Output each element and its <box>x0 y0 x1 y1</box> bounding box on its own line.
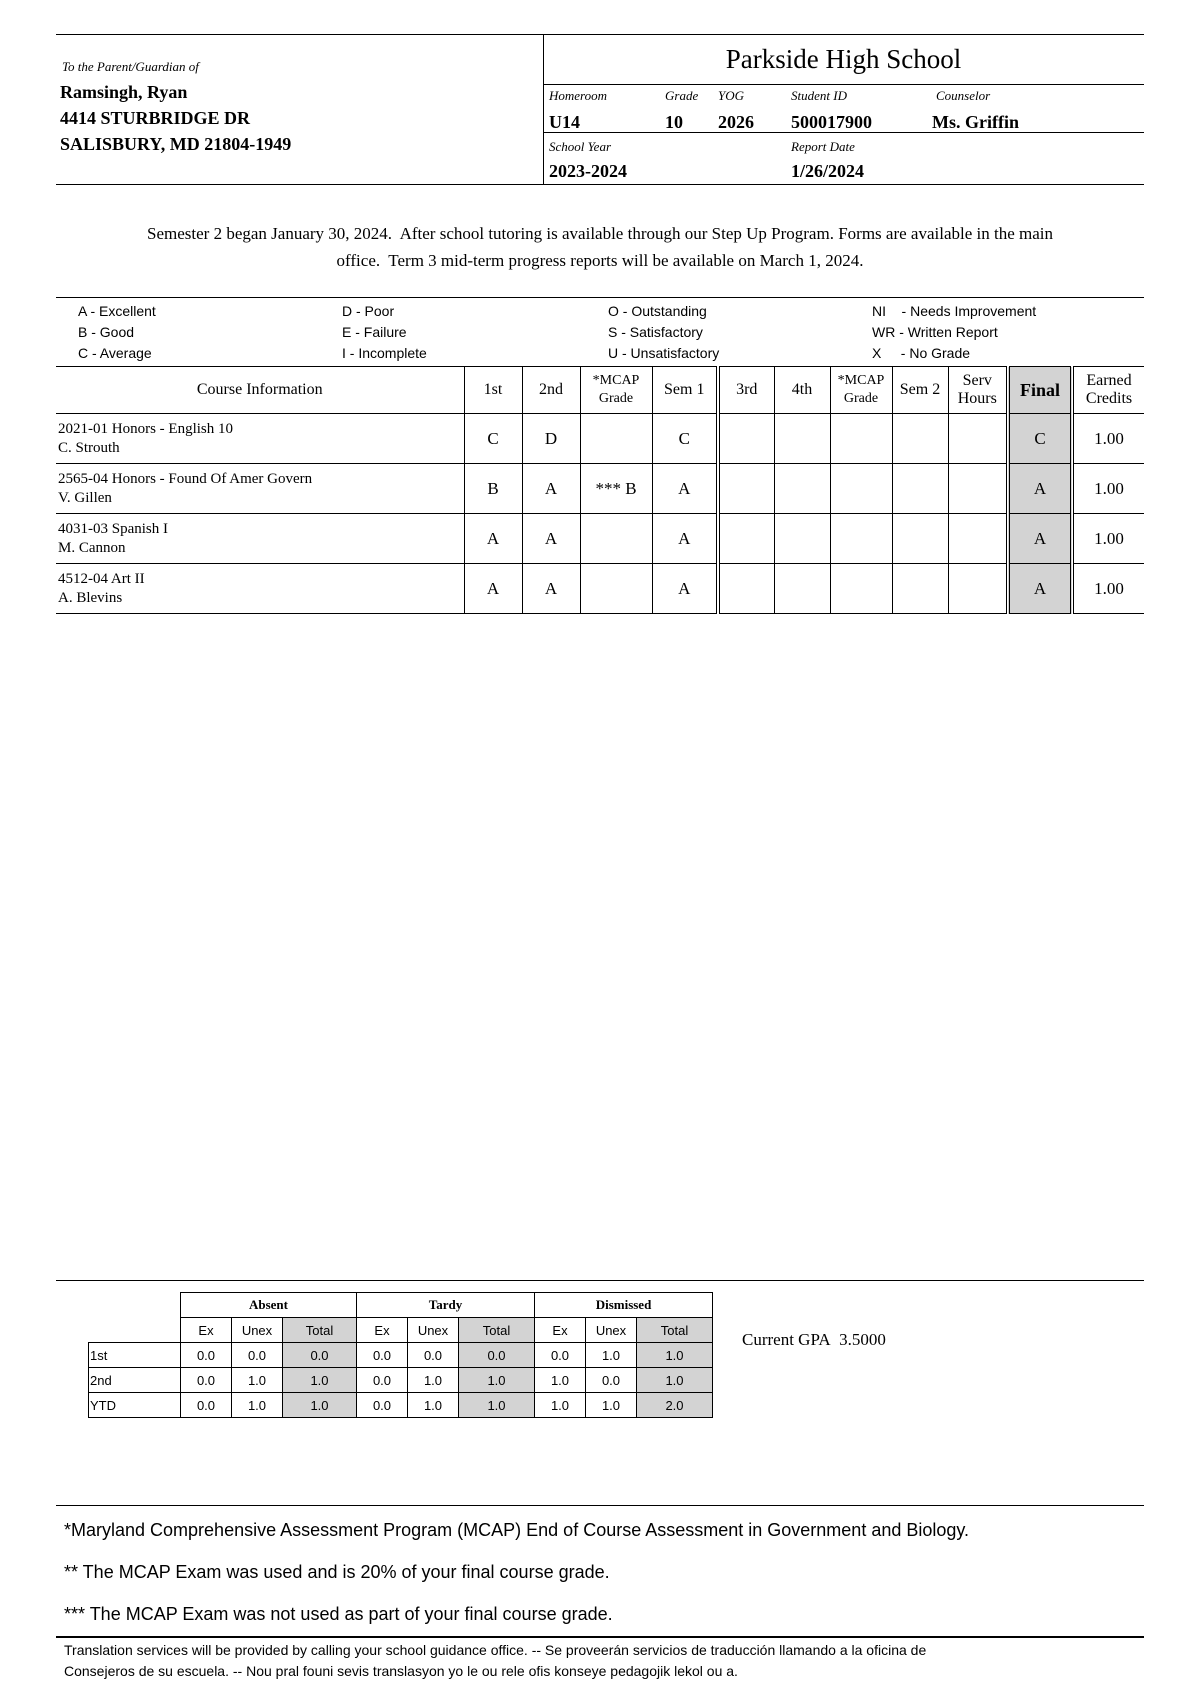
attendance-value: 1.0 <box>586 1393 637 1418</box>
mcap1-grade <box>580 514 652 564</box>
q1-header: 1st <box>464 367 522 414</box>
footnote-not-used: *** The MCAP Exam was not used as part of your final course grade. <box>64 1604 613 1624</box>
teacher-name: M. Cannon <box>58 539 126 556</box>
tardy-group-header: Tardy <box>357 1293 535 1318</box>
attendance-group-row <box>89 1293 713 1318</box>
legend-item: I - Incomplete <box>342 345 427 361</box>
attendance-value: 1.0 <box>408 1393 459 1418</box>
legend-item: D - Poor <box>342 303 395 319</box>
table-row <box>56 564 1144 614</box>
translation-notice <box>64 1640 926 1682</box>
attendance-value: 1.0 <box>232 1393 283 1418</box>
total-header: Total <box>637 1318 713 1343</box>
footnotes-top-rule <box>56 1505 1144 1506</box>
school-name: Parkside High School <box>725 44 962 74</box>
attendance-value: 0.0 <box>408 1343 459 1368</box>
final-grade: A <box>1008 464 1072 514</box>
mcap2-header-line2: Grade <box>843 391 879 406</box>
serv-header-line2: Hours <box>957 390 997 407</box>
student-name: Ramsingh, Ryan <box>60 82 188 102</box>
address-line2: SALISBURY, MD 21804-1949 <box>60 134 292 154</box>
q4-grade <box>774 514 830 564</box>
q3-grade <box>718 514 774 564</box>
report-date-value: 1/26/2024 <box>791 161 865 181</box>
mcap2-header-line1: *MCAP <box>837 373 885 388</box>
yog-label: YOG <box>718 88 745 103</box>
course-name: 2021-01 Honors - English 10 <box>58 420 233 437</box>
legend-item: A - Excellent <box>78 303 156 319</box>
course-cell <box>56 514 464 564</box>
mcap2-header <box>830 367 892 414</box>
mcap1-grade <box>580 564 652 614</box>
attendance-value: 1.0 <box>637 1343 713 1368</box>
attendance-value: 0.0 <box>181 1393 232 1418</box>
final-grade: A <box>1008 564 1072 614</box>
translation-line2: Consejeros de su escuela. -- Nou pral founi sevis translasyon yo le ou rele ofis konseye pedagojik lekol ou a. <box>64 1663 738 1679</box>
mcap1-header-line1: *MCAP <box>592 373 640 388</box>
footnote-used: ** The MCAP Exam was used and is 20% of your final course grade. <box>64 1562 610 1582</box>
teacher-name: C. Strouth <box>58 439 120 456</box>
legend-top-rule <box>56 297 1144 298</box>
serv-hours <box>948 564 1008 614</box>
attendance-value: 0.0 <box>357 1343 408 1368</box>
q1-grade: A <box>464 514 522 564</box>
legend-item: B - Good <box>78 324 135 340</box>
grades-header-row <box>56 367 1144 414</box>
attendance-value: 0.0 <box>283 1343 357 1368</box>
serv-hours <box>948 414 1008 464</box>
attendance-value: 0.0 <box>232 1343 283 1368</box>
final-grade: A <box>1008 514 1072 564</box>
grade-value: 10 <box>665 112 683 132</box>
q4-header: 4th <box>774 367 830 414</box>
sem2-header: Sem 2 <box>892 367 948 414</box>
q4-grade <box>774 414 830 464</box>
final-grade: C <box>1008 414 1072 464</box>
homeroom-label: Homeroom <box>549 88 608 103</box>
current-gpa <box>742 1330 886 1350</box>
q3-grade <box>718 464 774 514</box>
legend-item: NI - Needs Improvement <box>872 303 1037 319</box>
translation-top-rule <box>56 1636 1144 1638</box>
q2-grade: A <box>522 464 580 514</box>
attendance-value: 1.0 <box>283 1368 357 1393</box>
attendance-row <box>89 1393 713 1418</box>
footnote-mcap: *Maryland Comprehensive Assessment Program (MCAP) End of Course Assessment in Government and Biology. <box>64 1520 970 1540</box>
earned-credits: 1.00 <box>1072 514 1144 564</box>
message-text <box>56 220 1144 274</box>
legend-item: WR - Written Report <box>872 324 998 340</box>
report-date-label: Report Date <box>791 139 855 154</box>
sem1-header: Sem 1 <box>652 367 718 414</box>
legend-item: E - Failure <box>342 324 407 340</box>
mcap2-grade <box>830 564 892 614</box>
sem1-grade: A <box>652 514 718 564</box>
absent-group-header: Absent <box>181 1293 357 1318</box>
translation-line1: Translation services will be provided by calling your school guidance office. -- Se proveerán servicios de traducción llamando a la oficina de <box>64 1642 927 1658</box>
header-school-rule <box>543 84 1144 85</box>
total-header: Total <box>459 1318 535 1343</box>
serv-hours <box>948 464 1008 514</box>
course-cell <box>56 414 464 464</box>
parent-guardian-label: To the Parent/Guardian of <box>62 59 199 74</box>
dismissed-group-header: Dismissed <box>535 1293 713 1318</box>
q4-grade <box>774 464 830 514</box>
q2-grade: A <box>522 564 580 614</box>
sem1-grade: A <box>652 564 718 614</box>
course-info-header: Course Information <box>56 367 464 414</box>
attendance-row-label: YTD <box>89 1393 181 1418</box>
unex-header: Unex <box>408 1318 459 1343</box>
grades-table <box>56 366 1144 614</box>
earned-credits: 1.00 <box>1072 414 1144 464</box>
table-row <box>56 414 1144 464</box>
q1-grade: B <box>464 464 522 514</box>
course-cell <box>56 564 464 614</box>
legend-item: O - Outstanding <box>608 303 707 319</box>
course-name: 2565-04 Honors - Found Of Amer Govern <box>58 470 313 487</box>
credits-header <box>1072 367 1144 414</box>
yog-value: 2026 <box>718 112 754 132</box>
ex-header: Ex <box>357 1318 408 1343</box>
credits-header-line2: Credits <box>1085 390 1133 407</box>
q4-grade <box>774 564 830 614</box>
attendance-top-rule <box>56 1280 1144 1281</box>
attendance-row-label: 2nd <box>89 1368 181 1393</box>
earned-credits: 1.00 <box>1072 464 1144 514</box>
mcap1-grade <box>580 414 652 464</box>
mcap2-grade <box>830 464 892 514</box>
mcap2-grade <box>830 514 892 564</box>
legend-item: S - Satisfactory <box>608 324 703 340</box>
attendance-value: 1.0 <box>637 1368 713 1393</box>
table-row <box>56 464 1144 514</box>
gpa-label: Current GPA <box>742 1330 831 1349</box>
serv-hours-header <box>948 367 1008 414</box>
sem1-grade: C <box>652 414 718 464</box>
q1-grade: A <box>464 564 522 614</box>
earned-credits: 1.00 <box>1072 564 1144 614</box>
serv-header-line1: Serv <box>962 372 992 389</box>
mcap2-grade <box>830 414 892 464</box>
q3-header: 3rd <box>718 367 774 414</box>
attendance-value: 1.0 <box>408 1368 459 1393</box>
sem2-grade <box>892 464 948 514</box>
attendance-value: 1.0 <box>459 1368 535 1393</box>
attendance-value: 0.0 <box>586 1368 637 1393</box>
attendance-row <box>89 1343 713 1368</box>
teacher-name: A. Blevins <box>58 589 123 606</box>
school-year-value: 2023-2024 <box>549 161 627 181</box>
attendance-value: 1.0 <box>535 1393 586 1418</box>
course-name: 4512-04 Art II <box>58 570 145 587</box>
attendance-value: 2.0 <box>637 1393 713 1418</box>
attendance-value: 0.0 <box>357 1393 408 1418</box>
homeroom-value: U14 <box>549 112 580 132</box>
ex-header: Ex <box>535 1318 586 1343</box>
student-id-value: 500017900 <box>791 112 872 132</box>
total-header: Total <box>283 1318 357 1343</box>
header-top-rule <box>56 34 1144 35</box>
q1-grade: C <box>464 414 522 464</box>
attendance-value: 0.0 <box>181 1343 232 1368</box>
attendance-value: 0.0 <box>181 1368 232 1393</box>
q3-grade <box>718 564 774 614</box>
ex-header: Ex <box>181 1318 232 1343</box>
counselor-label: Counselor <box>936 88 991 103</box>
sem1-grade: A <box>652 464 718 514</box>
attendance-subheader-row <box>89 1318 713 1343</box>
message-line1: Semester 2 began January 30, 2024. After school tutoring is available through our Step Up Program. Forms are available in the main <box>147 224 1053 243</box>
sem2-grade <box>892 414 948 464</box>
mcap1-header-line2: Grade <box>598 391 634 406</box>
address-line1: 4414 STURBRIDGE DR <box>60 108 251 128</box>
final-header: Final <box>1008 367 1072 414</box>
grade-label: Grade <box>665 88 699 103</box>
attendance-row-label: 1st <box>89 1343 181 1368</box>
q2-grade: A <box>522 514 580 564</box>
mcap1-grade: *** B <box>580 464 652 514</box>
attendance-row <box>89 1368 713 1393</box>
message-line2: office. Term 3 mid-term progress reports will be available on March 1, 2024. <box>336 251 864 270</box>
attendance-value: 1.0 <box>586 1343 637 1368</box>
sem2-grade <box>892 564 948 614</box>
legend-item: C - Average <box>78 345 152 361</box>
legend-item: U - Unsatisfactory <box>608 345 720 361</box>
attendance-value: 0.0 <box>535 1343 586 1368</box>
q2-grade: D <box>522 414 580 464</box>
credits-header-line1: Earned <box>1086 372 1132 389</box>
school-year-label: School Year <box>549 139 611 154</box>
attendance-value: 0.0 <box>357 1368 408 1393</box>
attendance-value: 1.0 <box>232 1368 283 1393</box>
sem2-grade <box>892 514 948 564</box>
table-row <box>56 514 1144 564</box>
counselor-value: Ms. Griffin <box>932 112 1019 132</box>
attendance-table <box>88 1292 713 1418</box>
student-id-label: Student ID <box>791 88 847 103</box>
serv-hours <box>948 514 1008 564</box>
attendance-value: 0.0 <box>459 1343 535 1368</box>
course-name: 4031-03 Spanish I <box>58 520 168 537</box>
q3-grade <box>718 414 774 464</box>
attendance-value: 1.0 <box>283 1393 357 1418</box>
attendance-value: 1.0 <box>459 1393 535 1418</box>
mcap1-header <box>580 367 652 414</box>
q2-header: 2nd <box>522 367 580 414</box>
header-bottom-rule <box>56 184 1144 185</box>
unex-header: Unex <box>232 1318 283 1343</box>
teacher-name: V. Gillen <box>58 489 112 506</box>
legend-item: X - No Grade <box>872 345 971 361</box>
unex-header: Unex <box>586 1318 637 1343</box>
attendance-value: 1.0 <box>535 1368 586 1393</box>
course-cell <box>56 464 464 514</box>
gpa-value: 3.5000 <box>839 1330 886 1349</box>
